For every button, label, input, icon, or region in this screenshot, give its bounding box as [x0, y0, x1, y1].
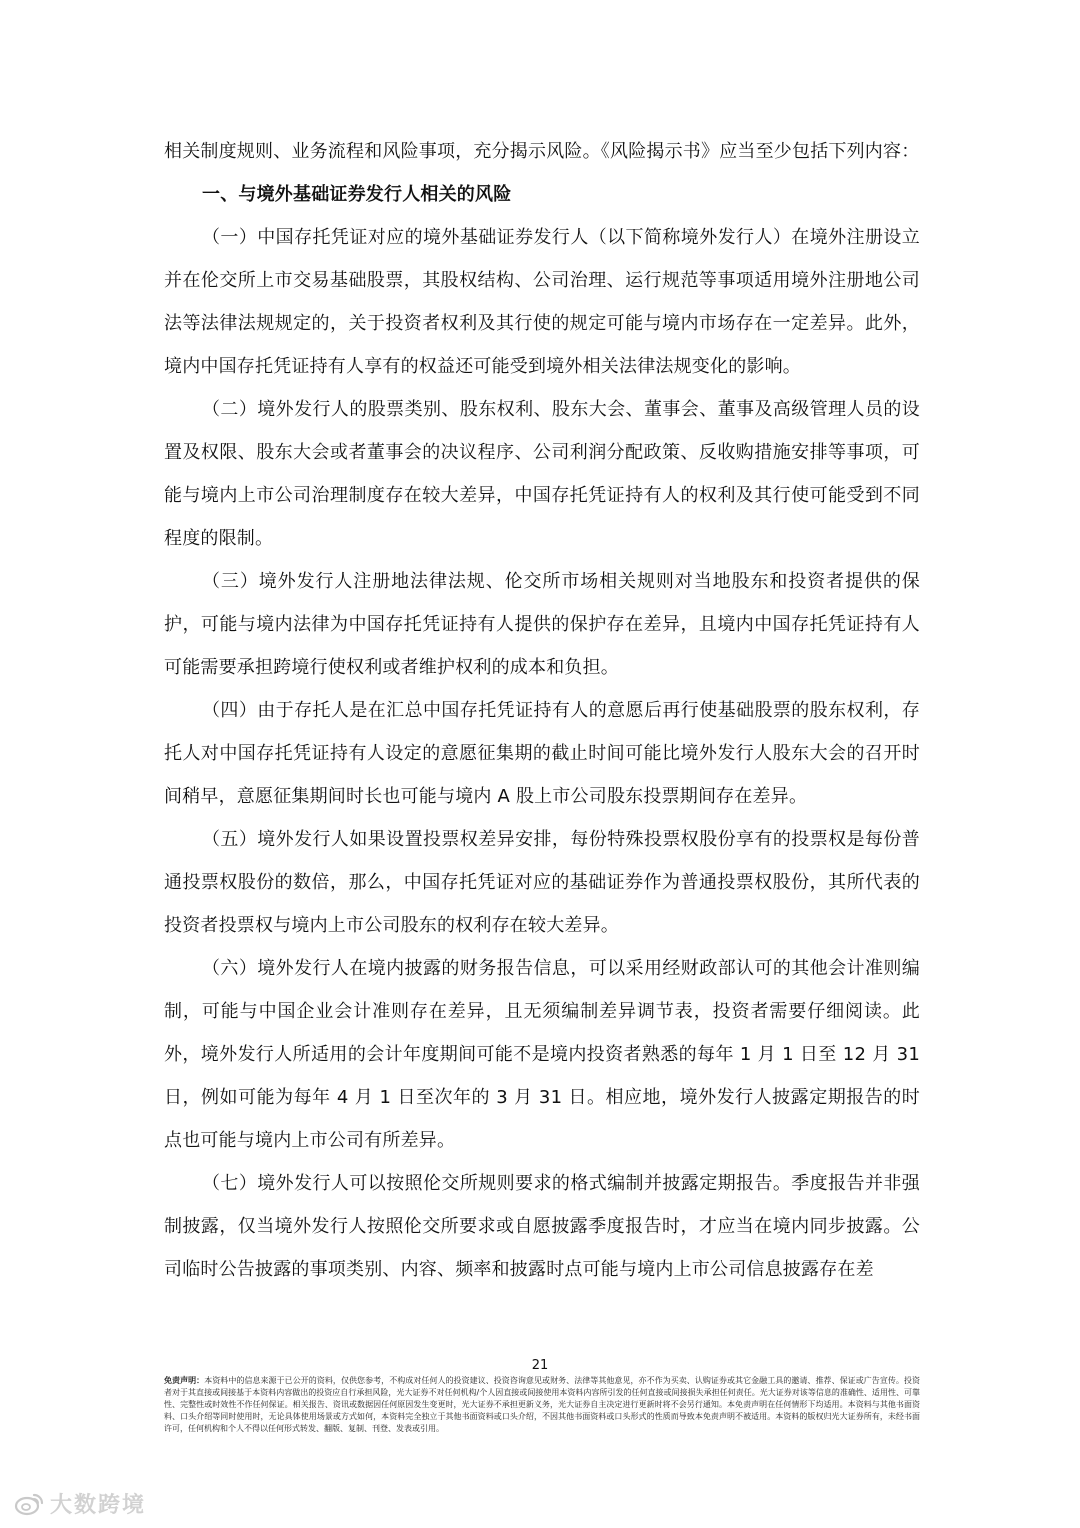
disclaimer-text: 本资料中的信息来源于已公开的资料，仅供您参考，不构成对任何人的投资建议、投资咨询意见或财务、法律等其他意见，亦不作为买卖、认购证券或其它金融工具的邀请、推荐、保证或广告宣传。投资者对于其直接或间接基于本资料内容做出的投资应自行承担风险，光大证券不对任何机构/个人因直接或间接使用本资料内容所引发的任何直接或间接损失承担任何责任。光大证券对该等信息的准确性、适用性、可靠性、完整性或时效性不作任何保证。相关报告、资讯或数据因任何原因发生变更时，光大证券不承担更新义务，光大证券自主决定进行更新时将不会另行通知。本免责声明在任何情形下均适用。本资料与其他书面资料、口头介绍等同时使用时，无论具体使用场景或方式如何，本资料完全独立于其他书面资料或口头介绍，不因其他书面资料或口头形式的性质而导致本免责声明不被适用。本资料的版权归光大证券所有，未经书面许可，任何机构和个人不得以任何形式转发、翻版、复制、刊登、发表或引用。	[164, 1376, 920, 1433]
paragraph-item-5: （五）境外发行人如果设置投票权差异安排，每份特殊投票权股份享有的投票权是每份普通投票权股份的数倍，那么，中国存托凭证对应的基础证券作为普通投票权股份，其所代表的投资者投票权与境内上市公司股东的权利存在较大差异。	[164, 829, 920, 936]
page-number: 21	[531, 1358, 549, 1373]
paragraph-intro: 相关制度规则、业务流程和风险事项，充分揭示风险。《风险揭示书》应当至少包括下列内容：	[164, 141, 920, 162]
paragraph-item-3: （三）境外发行人注册地法律法规、伦交所市场相关规则对当地股东和投资者提供的保护，可能与境内法律为中国存托凭证持有人提供的保护存在差异，且境内中国存托凭证持有人可能需要承担跨境行使权利或者维护权利的成本和负担。	[164, 571, 920, 678]
disclaimer-label: 免责声明：	[164, 1376, 205, 1385]
disclaimer	[164, 1375, 920, 1435]
section-heading: 一、与境外基础证券发行人相关的风险	[202, 184, 512, 205]
paragraph-item-2: （二）境外发行人的股票类别、股东权利、股东大会、董事会、董事及高级管理人员的设置及权限、股东大会或者董事会的决议程序、公司利润分配政策、反收购措施安排等事项，可能与境内上市公司治理制度存在较大差异，中国存托凭证持有人的权利及其行使可能受到不同程度的限制。	[164, 399, 920, 549]
watermark-text: 大数跨境	[50, 1493, 147, 1518]
paragraph-item-4: （四）由于存托人是在汇总中国存托凭证持有人的意愿后再行使基础股票的股东权利，存托人对中国存托凭证持有人设定的意愿征集期的截止时间可能比境外发行人股东大会的召开时间稍早，意愿征集期间时长也可能与境内 A 股上市公司股东投票期间存在差异。	[164, 700, 920, 807]
paragraph-item-6: （六）境外发行人在境内披露的财务报告信息，可以采用经财政部认可的其他会计准则编制，可能与中国企业会计准则存在差异，且无须编制差异调节表，投资者需要仔细阅读。此外，境外发行人所适用的会计年度期间可能不是境内投资者熟悉的每年 1 月 1 日至 12 月 31 日，例如可能为每年 4 月 1 日至次年的 3 月 31 日。相应地，境外发行人披露定期报告的时点也可能与境内上市公司有所差异。	[164, 958, 920, 1151]
paragraph-item-1: （一）中国存托凭证对应的境外基础证券发行人（以下简称境外发行人）在境外注册设立并在伦交所上市交易基础股票，其股权结构、公司治理、运行规范等事项适用境外注册地公司法等法律法规规定的，关于投资者权利及其行使的规定可能与境内市场存在一定差异。此外，境内中国存托凭证持有人享有的权益还可能受到境外相关法律法规变化的影响。	[164, 227, 920, 377]
document-body	[164, 130, 920, 1291]
watermark	[14, 1488, 146, 1519]
weibo-logo-icon	[14, 1492, 44, 1516]
paragraph-item-7: （七）境外发行人可以按照伦交所规则要求的格式编制并披露定期报告。季度报告并非强制披露，仅当境外发行人按照伦交所要求或自愿披露季度报告时，才应当在境内同步披露。公司临时公告披露的事项类别、内容、频率和披露时点可能与境内上市公司信息披露存在差	[164, 1173, 920, 1280]
